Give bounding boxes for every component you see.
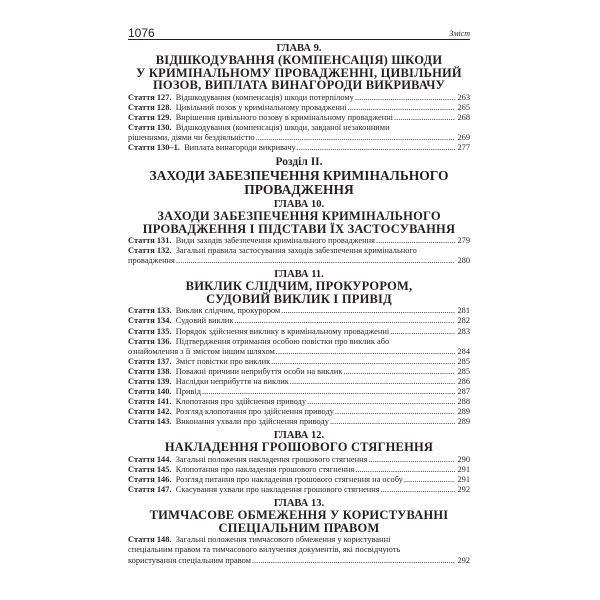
page-ref: 291 [457, 475, 470, 485]
entry-list [128, 535, 470, 565]
chapter-label: ГЛАВА 10. [273, 199, 325, 211]
chapter-label: ГЛАВА 9. [276, 43, 322, 54]
toc-entry [128, 357, 470, 367]
dot-leader [390, 327, 455, 337]
article-label: Стаття 128. [128, 102, 172, 112]
toc-entry [128, 387, 470, 397]
entry-line [128, 367, 470, 377]
entry-line [128, 347, 470, 357]
chapter-title: СПЕЦІАЛЬНИМ ПРАВОМ [218, 520, 380, 535]
entry-line [128, 535, 470, 545]
article-title-continued: ознайомлення з її змістом іншим шляхом [128, 346, 275, 356]
dot-leader [256, 133, 455, 143]
entry-line [128, 133, 470, 143]
page-ref: 285 [457, 356, 470, 366]
toc-entry [128, 465, 470, 475]
page-ref: 265 [457, 102, 470, 112]
article-title: Зміст повістки про виклик [175, 356, 271, 366]
part-title: ПРОВАДЖЕННЯ [244, 182, 354, 198]
article-label: Стаття 144. [128, 454, 172, 464]
toc-entry [128, 397, 470, 407]
dot-leader [297, 143, 455, 153]
chapter-title: НАКЛАДЕННЯ ГРОШОВОГО СТЯГНЕННЯ [164, 440, 434, 455]
dot-leader [343, 367, 455, 377]
page-ref: 291 [457, 465, 470, 475]
entry-line [128, 417, 470, 427]
entry-line [128, 113, 470, 123]
page-number: 1076 [128, 26, 155, 40]
entry-line [128, 556, 470, 566]
running-head: Зміст [449, 29, 470, 38]
article-title-continued: рішеннями, діями чи бездіяльністю [128, 132, 255, 142]
entry-line [128, 316, 470, 326]
entry-list [128, 306, 470, 427]
article-label: Стаття 137. [128, 356, 172, 366]
page-ref: 290 [457, 454, 470, 464]
toc-entry [128, 367, 470, 377]
entry-line [128, 327, 470, 337]
article-title: Розгляд питання про накладення грошового стягнення на особу [175, 475, 403, 485]
article-title: Виплата винагороди викривачу [184, 142, 296, 152]
article-label: Стаття 138. [128, 366, 172, 376]
dot-leader [381, 485, 455, 495]
article-title: Судовий виклик [175, 316, 234, 326]
article-title: Цивільний позов у кримінальному провадженні [175, 102, 347, 112]
entry-line [128, 475, 470, 485]
chapter-label: ГЛАВА 12. [273, 430, 325, 442]
page-ref: 279 [457, 236, 470, 246]
article-title: Відшкодування (компенсація) шкоди, завданої незаконними [175, 122, 390, 132]
chapter-title: У КРИМІНАЛЬНОМУ ПРОВАДЖЕННІ, ЦИВІЛЬНИЙ [136, 65, 462, 80]
dot-leader [355, 93, 455, 103]
page-ref: 292 [457, 555, 470, 565]
dot-leader [176, 256, 455, 266]
toc-entry [128, 103, 470, 113]
article-title-continued: користування спеціальним правом [128, 555, 251, 565]
dot-leader [307, 397, 455, 407]
page-ref: 268 [457, 112, 470, 122]
page-ref: 288 [457, 397, 470, 407]
entry-line [128, 357, 470, 367]
chapter-title: ВІДШКОДУВАННЯ (КОМПЕНСАЦІЯ) ШКОДИ [155, 53, 443, 67]
dot-leader [404, 475, 455, 485]
article-label: Стаття 139. [128, 377, 172, 386]
entry-line [128, 465, 470, 475]
article-title: Наслідки неприбуття на виклик [175, 377, 289, 386]
article-label: Стаття 130. [128, 122, 172, 132]
page-ref: 289 [457, 417, 470, 427]
entry-list [128, 93, 470, 154]
page-ref: 277 [457, 142, 470, 152]
chapter-label: ГЛАВА 13. [273, 498, 325, 510]
dot-leader [234, 316, 455, 326]
article-label: Стаття 129. [128, 112, 172, 122]
dot-leader [252, 556, 455, 566]
article-title: Поважні причини неприбуття особи на виклик [175, 366, 343, 376]
toc-entry [128, 485, 470, 495]
article-title: Види заходів забезпечення кримінального провадження [175, 236, 375, 246]
entry-line [128, 545, 470, 555]
toc-entry [128, 236, 470, 246]
article-label: Стаття 140. [128, 387, 172, 397]
toc-entry [128, 113, 470, 123]
article-label: Стаття 130–1. [128, 142, 180, 152]
article-title: Загальні правила застосування заходів забезпечення кримінального [175, 246, 417, 256]
dot-leader [376, 236, 455, 246]
part-title: ЗАХОДИ ЗАБЕЗПЕЧЕННЯ КРИМІНАЛЬНОГО [149, 168, 449, 184]
entry-list [128, 455, 470, 495]
article-label: Стаття 131. [128, 236, 172, 246]
dot-leader [330, 417, 455, 427]
chapter-title: ЗАХОДИ ЗАБЕЗПЕЧЕННЯ КРИМІНАЛЬНОГО [157, 209, 441, 224]
article-label: Стаття 145. [128, 465, 172, 475]
dot-leader [290, 377, 455, 387]
toc-entry [128, 535, 470, 565]
toc-entry [128, 417, 470, 427]
page-header [128, 27, 470, 40]
entry-line [128, 337, 470, 347]
entry-line [128, 485, 470, 495]
page-ref: 289 [457, 407, 470, 417]
article-title: Відшкодування (компенсація) шкоди потерпілому [175, 92, 354, 102]
toc-entry [128, 246, 470, 266]
chapter-title: СУДОВИЙ ВИКЛИК І ПРИВІД [206, 291, 392, 306]
article-title: Розгляд клопотання про здійснення приводу [175, 407, 334, 417]
page-ref: 263 [457, 92, 470, 102]
article-label: Стаття 146. [128, 475, 172, 485]
page-ref: 280 [457, 256, 470, 266]
article-label: Стаття 132. [128, 246, 172, 256]
entry-line [128, 103, 470, 113]
entry-line [128, 455, 470, 465]
page-ref: 284 [457, 346, 470, 356]
article-label: Стаття 143. [128, 417, 172, 427]
dot-leader [355, 465, 455, 475]
chapter-title: ПОЗОВ, ВИПЛАТА ВИНАГОРОДИ ВИКРИВАЧУ [152, 78, 446, 92]
dot-leader [281, 306, 455, 316]
toc-entry [128, 316, 470, 326]
toc-entry [128, 337, 470, 357]
article-title: Підтвердження отримання особою повістки про виклик або [175, 336, 390, 346]
article-label: Стаття 127. [128, 92, 172, 102]
article-title: Клопотання про здійснення приводу [175, 397, 307, 407]
toc-entry [128, 407, 470, 417]
page-ref: 283 [457, 326, 470, 336]
article-label: Стаття 135. [128, 326, 172, 336]
article-title: Загальні положення тимчасового обмеження у користуванні [175, 535, 391, 545]
chapter-title: ТИМЧАСОВЕ ОБМЕЖЕННЯ У КОРИСТУВАННІ [149, 508, 449, 523]
article-title: Скасування ухвали про накладення грошового стягнення [175, 485, 380, 495]
toc-entry [128, 143, 470, 153]
dot-leader [276, 347, 455, 357]
dot-leader [271, 357, 455, 367]
entry-line [128, 397, 470, 407]
toc-entry [128, 123, 470, 143]
toc-entry [128, 455, 470, 465]
article-title-continued: спеціальним правом та тимчасового вилучення документів, які посвідчують [128, 545, 401, 555]
article-label: Стаття 134. [128, 316, 172, 326]
page-ref: 282 [457, 316, 470, 326]
article-title: Виклик слідчим, прокурором [175, 306, 281, 316]
page-ref: 285 [457, 366, 470, 376]
toc-entry [128, 93, 470, 103]
entry-list [128, 236, 470, 266]
entry-line [128, 256, 470, 266]
page-ref: 269 [457, 132, 470, 142]
article-title: Загальні положення накладення грошового стягнення [175, 454, 368, 464]
article-title: Привід [175, 387, 201, 397]
entry-line [128, 306, 470, 316]
article-title: Клопотання про накладення грошового стягнення [175, 465, 355, 475]
chapter-title: ПРОВАДЖЕННЯ І ПІДСТАВИ ЇХ ЗАСТОСУВАННЯ [142, 221, 456, 236]
dot-leader [348, 103, 455, 113]
page-ref: 281 [457, 306, 470, 316]
dot-leader [202, 387, 455, 397]
dot-leader [368, 455, 455, 465]
toc-entry [128, 377, 470, 387]
article-title: Виконання ухвали про здійснення приводу [175, 417, 329, 427]
chapter-label: ГЛАВА 11. [274, 269, 324, 281]
entry-line [128, 236, 470, 246]
entry-line [128, 93, 470, 103]
article-title: Вирішення цивільного позову в кримінальному провадженні [175, 112, 394, 122]
article-title-continued: провадження [128, 256, 175, 266]
page-ref: 286 [457, 377, 470, 386]
article-label: Стаття 136. [128, 336, 172, 346]
entry-line [128, 246, 470, 256]
page-ref: 287 [457, 387, 470, 397]
toc-entry [128, 306, 470, 316]
page-ref: 292 [457, 485, 470, 495]
dot-leader [394, 113, 455, 123]
toc-entry [128, 327, 470, 337]
article-label: Стаття 142. [128, 407, 172, 417]
entry-line [128, 377, 470, 387]
toc-entry [128, 475, 470, 485]
article-label: Стаття 141. [128, 397, 172, 407]
article-label: Стаття 148. [128, 535, 172, 545]
entry-line [128, 407, 470, 417]
entry-line [128, 143, 470, 153]
entry-line [128, 123, 470, 133]
article-label: Стаття 147. [128, 485, 172, 495]
table-of-contents [128, 41, 470, 569]
dot-leader [335, 407, 455, 417]
part-label: Розділ II. [275, 156, 323, 169]
article-title: Порядок здійснення виклику в кримінальному провадженні [175, 326, 390, 336]
entry-line [128, 387, 470, 397]
article-label: Стаття 133. [128, 306, 172, 316]
chapter-title: ВИКЛИК СЛІДЧИМ, ПРОКУРОРОМ, [185, 279, 413, 294]
